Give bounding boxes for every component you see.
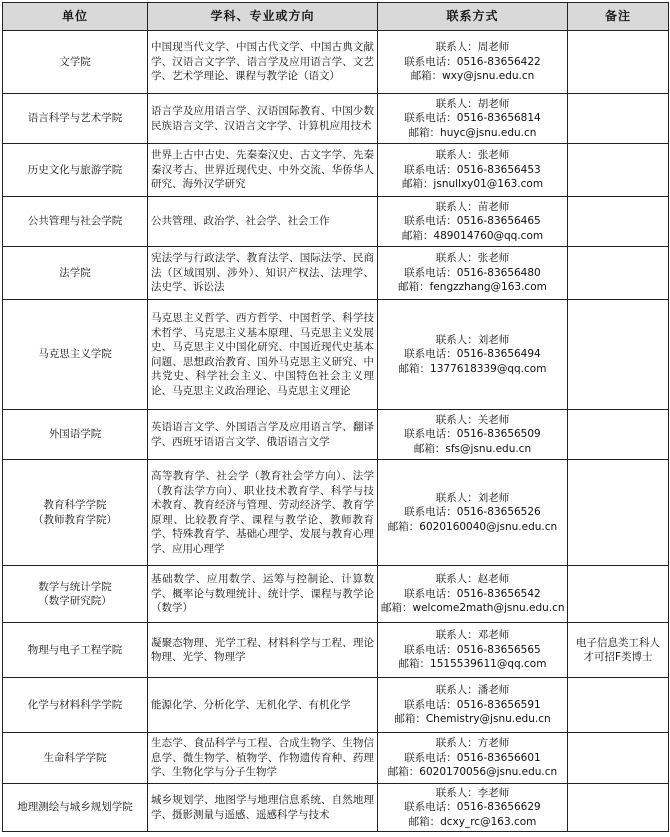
contact-cell [378,94,568,144]
unit-name: 地理测绘与城乡规划学院 [17,801,133,814]
contact-cell [378,733,568,784]
table-row [3,678,669,733]
contact-phone: 联系电话：0516-83656480 [404,266,541,279]
fields-cell: 高等教育学、社会学（教育社会学方向）、法学（教育法学方向）、职业技术教育学、科学与技术教育、教育经济与管理、劳动经济学、教育学原理、比较教育学、课程与教学论、教师教育学、特殊教育学、基础心理学、发展与教育心理学、应用心理学 [148,460,378,566]
contact-cell [378,410,568,460]
contact-email: 邮箱：1377618339@qq.com [398,362,547,375]
contact-phone: 联系电话：0516-83656509 [404,428,541,441]
contact-person: 联系人：赵老师 [435,573,510,586]
note-cell [568,144,669,197]
contact-email: 邮箱：Chemistry@jsnu.edu.cn [394,713,551,726]
contact-email: 邮箱：huyc@jsnu.edu.cn [408,126,537,139]
contact-email: 邮箱：6020170056@jsnu.edu.cn [387,766,558,779]
contact-email: 邮箱：6020160040@jsnu.edu.cn [387,520,558,533]
contact-email: 邮箱：sfs@jsnu.edu.cn [413,442,532,455]
unit-name: 法学院 [59,266,91,279]
contact-person: 联系人：苗老师 [435,200,510,213]
contact-email: 邮箱：dcxy_rc@163.com [408,815,537,828]
contact-person: 联系人：周老师 [435,41,510,54]
unit-cell [3,300,148,410]
table-row [3,197,669,247]
fields-cell: 生态学、食品科学与工程、合成生物学、生物信息学、微生物学、植物学、作物遗传育种、药理学、生物化学与分子生物学 [148,733,378,784]
unit-name: 马克思主义学院 [38,348,112,361]
fields-cell: 语言学及应用语言学、汉语国际教育、中国少数民族语言文学、汉语言文字学、计算机应用技术 [148,94,378,144]
contact-phone: 联系电话：0516-83656494 [404,348,541,361]
contact-phone: 联系电话：0516-83656591 [404,698,541,711]
header-note: 备注 [568,3,669,31]
unit-cell [3,197,148,247]
contact-phone: 联系电话：0516-83656422 [404,55,541,68]
table-row [3,460,669,566]
contact-person: 联系人：张老师 [435,252,510,265]
contact-person: 联系人：关老师 [435,413,510,426]
contact-cell [378,784,568,832]
table-row [3,31,669,94]
unit-name: 化学与材料科学学院 [27,698,123,711]
note-cell [568,410,669,460]
note-cell [568,31,669,94]
contact-phone: 联系电话：0516-83656601 [404,751,541,764]
contact-email: 邮箱：fengzzhang@163.com [398,281,547,294]
unit-cell [3,94,148,144]
fields-cell: 中国现当代文学、中国古代文学、中国古典文献学、汉语言文字学、语言学及应用语言学、文艺学、艺术学理论、课程与教学论（语文） [148,31,378,94]
unit-name: 语言科学与艺术学院 [27,112,123,125]
contact-cell [378,144,568,197]
fields-cell: 马克思主义哲学、西方哲学、中国哲学、科学技术哲学、马克思主义基本原理、马克思主义发展史、马克思主义中国化研究、中国近现代史基本问题、思想政治教育、国外马克思主义研究、中共党史、科学社会主义、中国特色社会主义理论、马克思主义政治理论、马克思主义理论 [148,300,378,410]
contact-person: 联系人：邓老师 [435,629,510,642]
fields-cell: 能源化学、分析化学、无机化学、有机化学 [148,678,378,733]
table-row [3,566,669,623]
note-cell [568,460,669,566]
contact-person: 联系人：刘老师 [435,491,510,504]
unit-cell [3,678,148,733]
contact-phone: 联系电话：0516-83656565 [404,643,541,656]
contact-phone: 联系电话：0516-83656465 [404,215,541,228]
unit-name: （教师教育学院） [33,513,117,526]
table-row [3,410,669,460]
table-row [3,247,669,300]
table-row [3,94,669,144]
unit-name: 教育科学学院 [43,499,107,511]
contact-cell [378,31,568,94]
unit-name: 生命科学学院 [43,751,107,764]
note-cell [568,94,669,144]
recruitment-contact-table [2,2,669,832]
contact-cell [378,197,568,247]
note-cell [568,300,669,410]
unit-name: 文学院 [59,55,91,68]
contact-email: 邮箱：wxy@jsnu.edu.cn [410,70,535,83]
unit-cell [3,31,148,94]
fields-cell: 城乡规划学、地图学与地理信息系统、自然地理学、摄影测量与遥感、遥感科学与技术 [148,784,378,832]
note-cell [568,247,669,300]
table-row [3,623,669,678]
note-cell [568,784,669,832]
contact-phone: 联系电话：0516-83656453 [404,163,541,176]
contact-email: 邮箱：1515539611@qq.com [398,658,547,671]
unit-name: 外国语学院 [48,428,102,441]
contact-cell [378,247,568,300]
unit-name: 物理与电子工程学院 [27,643,123,656]
unit-cell [3,566,148,623]
contact-phone: 联系电话：0516-83656542 [404,587,541,600]
header-fields: 学科、专业或方向 [148,3,378,31]
unit-cell [3,144,148,197]
contact-person: 联系人：张老师 [435,149,510,162]
table-row [3,733,669,784]
note-cell [568,197,669,247]
unit-cell [3,460,148,566]
unit-cell [3,410,148,460]
note-cell [568,733,669,784]
contact-phone: 联系电话：0516-83656629 [404,801,541,814]
table-header-row [3,3,669,31]
contact-phone: 联系电话：0516-83656526 [404,506,541,519]
unit-cell [3,733,148,784]
contact-cell [378,623,568,678]
contact-cell [378,678,568,733]
fields-cell: 宪法学与行政法学、教育法学、国际法学、民商法（区域国别、涉外）、知识产权法、法理学、法史学、诉讼法 [148,247,378,300]
unit-cell [3,784,148,832]
header-contact: 联系方式 [378,3,568,31]
contact-email: 邮箱：jsnullxy01@163.com [401,178,544,191]
fields-cell: 凝聚态物理、光学工程、材料科学与工程、理论物理、光学、物理学 [148,623,378,678]
fields-cell: 英语语言文学、外国语言学及应用语言学、翻译学、西班牙语语言文学、俄语语言文学 [148,410,378,460]
contact-phone: 联系电话：0516-83656814 [404,112,541,125]
unit-name: 历史文化与旅游学院 [27,163,123,176]
contact-person: 联系人：方老师 [435,737,510,750]
note-cell [568,678,669,733]
table-row [3,300,669,410]
note-cell [568,566,669,623]
fields-cell: 世界上古中古史、先秦秦汉史、古文字学、先秦秦汉考古、世界近现代史、中外交流、华侨华人研究、海外汉学研究 [148,144,378,197]
contact-cell [378,566,568,623]
table-row [3,144,669,197]
unit-name: 数学与统计学院 [38,580,112,593]
contact-person: 联系人：刘老师 [435,333,510,346]
table-row [3,784,669,832]
unit-name: （数学研究院） [38,595,112,607]
header-unit: 单位 [3,3,148,31]
contact-cell [378,300,568,410]
unit-cell [3,247,148,300]
contact-email: 邮箱：489014760@qq.com [401,229,544,242]
contact-person: 联系人：胡老师 [435,97,510,110]
contact-email: 邮箱：welcome2math@jsnu.edu.cn [381,602,565,615]
unit-cell [3,623,148,678]
fields-cell: 基础数学、应用数学、运筹与控制论、计算数学、概率论与数理统计、统计学、课程与教学论（数学） [148,566,378,623]
note-cell: 电子信息类工科人才可招F类博士 [568,623,669,678]
fields-cell: 公共管理、政治学、社会学、社会工作 [148,197,378,247]
unit-name: 公共管理与社会学院 [27,215,123,228]
contact-person: 联系人：潘老师 [435,684,510,697]
contact-person: 联系人：李老师 [435,786,510,799]
contact-cell [378,460,568,566]
